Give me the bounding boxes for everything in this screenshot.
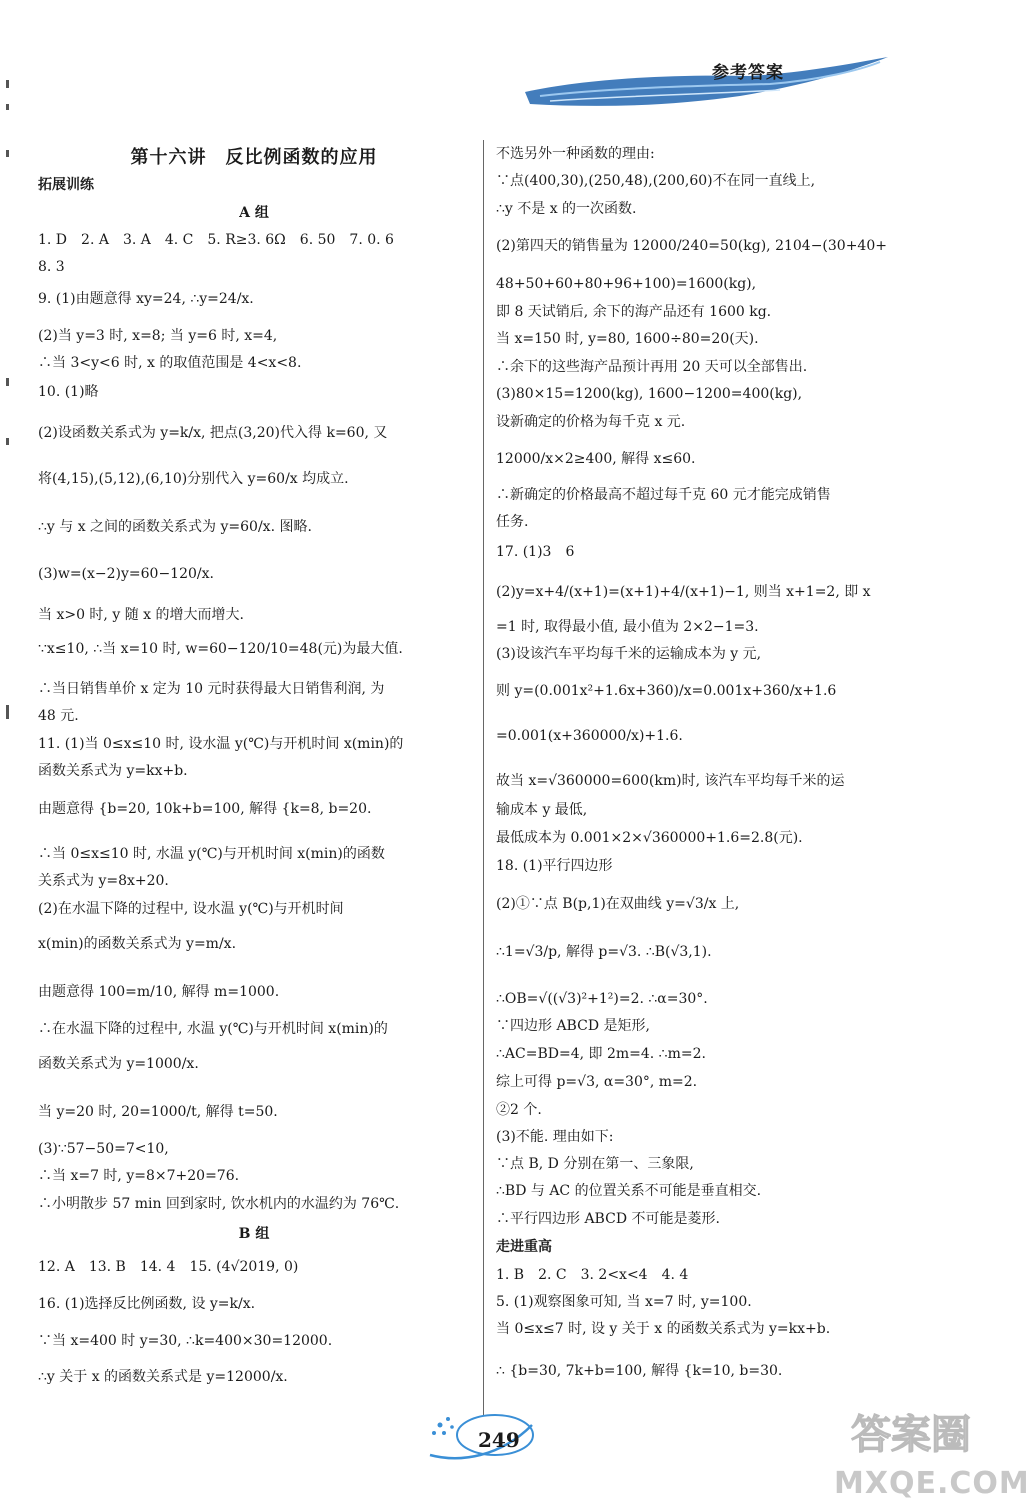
answer-line: ∵点(400,30),(250,48),(200,60)不在同一直线上,: [496, 173, 816, 189]
header-brush-decoration: [520, 52, 890, 112]
answer-line: 综上可得 p=√3, α=30°, m=2.: [496, 1074, 698, 1090]
answer-line: =1 时, 取得最小值, 最小值为 2×2−1=3.: [496, 619, 759, 635]
answer-line: (2)在水温下降的过程中, 设水温 y(℃)与开机时间: [38, 901, 344, 917]
answer-line: 故当 x=√360000=600(km)时, 该汽车平均每千米的运: [496, 773, 845, 789]
answer-line: 48+50+60+80+96+100)=1600(kg),: [496, 276, 757, 292]
answer-line: 1. D 2. A 3. A 4. C 5. R≥3. 6Ω 6. 50 7. 0. 6: [38, 232, 394, 248]
answer-line: (3)80×15=1200(kg), 1600−1200=400(kg),: [496, 386, 803, 402]
answer-line: ∴AC=BD=4, 即 2m=4. ∴m=2.: [496, 1046, 706, 1062]
answer-line: 最低成本为 0.001×2×√360000+1.6=2.8(元).: [496, 830, 803, 846]
answer-line: ∴余下的这些海产品预计再用 20 天可以全部售出.: [496, 359, 808, 375]
answer-line: 5. (1)观察图象可知, 当 x=7 时, y=100.: [496, 1294, 752, 1310]
answer-line: 输成本 y 最低,: [496, 802, 588, 818]
answer-line: ∵点 B, D 分别在第一、三象限,: [496, 1156, 694, 1172]
answer-line: ∴当 x=7 时, y=8×7+20=76.: [38, 1168, 240, 1184]
answer-line: 函数关系式为 y=kx+b.: [38, 763, 188, 779]
answer-line: 18. (1)平行四边形: [496, 858, 613, 874]
answer-line: (3)不能. 理由如下:: [496, 1129, 614, 1145]
section-heading: 拓展训练: [38, 177, 94, 193]
margin-mark: [6, 705, 9, 719]
answer-line: 9. (1)由题意得 xy=24, ∴y=24/x.: [38, 291, 254, 307]
lecture-title: 第十六讲 反比例函数的应用: [130, 147, 378, 168]
answer-line: 12. A 13. B 14. 4 15. (4√2019, 0): [38, 1259, 299, 1275]
answer-line: ∴1=√3/p, 解得 p=√3. ∴B(√3,1).: [496, 944, 712, 960]
answer-line: 8. 3: [38, 259, 65, 275]
answer-line: 将(4,15),(5,12),(6,10)分别代入 y=60/x 均成立.: [38, 471, 349, 487]
answer-line: 设新确定的价格为每千克 x 元.: [496, 414, 686, 430]
answer-line: ∵四边形 ABCD 是矩形,: [496, 1018, 650, 1034]
answer-line: 当 y=20 时, 20=1000/t, 解得 t=50.: [38, 1104, 278, 1120]
group-heading: B 组: [238, 1226, 270, 1242]
answer-line: 16. (1)选择反比例函数, 设 y=k/x.: [38, 1296, 256, 1312]
page-number: 249: [478, 1428, 520, 1452]
answer-line: ∵x≤10, ∴当 x=10 时, w=60−120/10=48(元)为最大值.: [38, 641, 403, 657]
answer-line: 当 x>0 时, y 随 x 的增大而增大.: [38, 607, 244, 623]
answer-line: 当 0≤x≤7 时, 设 y 关于 x 的函数关系式为 y=kx+b.: [496, 1321, 831, 1337]
column-divider: [483, 140, 484, 1415]
answer-line: ∴当日销售单价 x 定为 10 元时获得最大日销售利润, 为: [38, 681, 385, 697]
answer-line: (2)设函数关系式为 y=k/x, 把点(3,20)代入得 k=60, 又: [38, 425, 388, 441]
answer-line: ∴当 3<y<6 时, x 的取值范围是 4<x<8.: [38, 355, 302, 371]
answer-line: 当 x=150 时, y=80, 1600÷80=20(天).: [496, 331, 759, 347]
answer-line: ∴OB=√((√3)²+1²)=2. ∴α=30°.: [496, 991, 708, 1007]
answer-line: (3)∵57−50=7<10,: [38, 1141, 169, 1157]
answer-line: (3)设该汽车平均每千米的运输成本为 y 元,: [496, 646, 762, 662]
answer-line: 10. (1)略: [38, 384, 99, 400]
watermark-site: MXQE.COM: [834, 1466, 1030, 1501]
section-heading: 走进重高: [496, 1239, 552, 1255]
answer-line: (2)第四天的销售量为 12000/240=50(kg), 2104−(30+40+: [496, 238, 887, 254]
margin-mark: [6, 104, 9, 110]
answer-line: ②2 个.: [496, 1102, 542, 1118]
answer-line: (3)w=(x−2)y=60−120/x.: [38, 566, 214, 582]
header-section-title: 参考答案: [712, 63, 784, 83]
answer-line: 12000/x×2≥400, 解得 x≤60.: [496, 451, 696, 467]
answer-line: ∴新确定的价格最高不超过每千克 60 元才能完成销售: [496, 487, 831, 503]
answer-line: 函数关系式为 y=1000/x.: [38, 1056, 199, 1072]
answer-line: ∴y 关于 x 的函数关系式是 y=12000/x.: [38, 1369, 288, 1385]
margin-mark: [6, 150, 9, 157]
answer-line: 则 y=(0.001x²+1.6x+360)/x=0.001x+360/x+1.6: [496, 683, 837, 699]
answer-line: 由题意得 100=m/10, 解得 m=1000.: [38, 984, 280, 1000]
answer-line: ∴y 与 x 之间的函数关系式为 y=60/x. 图略.: [38, 519, 312, 535]
answer-line: 由题意得 {b=20, 10k+b=100, 解得 {k=8, b=20.: [38, 801, 372, 817]
answer-line: x(min)的函数关系式为 y=m/x.: [38, 936, 237, 952]
answer-line: (2)①∵点 B(p,1)在双曲线 y=√3/x 上,: [496, 896, 740, 912]
answer-line: 关系式为 y=8x+20.: [38, 873, 169, 889]
answer-line: ∵当 x=400 时 y=30, ∴k=400×30=12000.: [38, 1333, 333, 1349]
answer-line: 1. B 2. C 3. 2<x<4 4. 4: [496, 1267, 689, 1283]
answer-line: 任务.: [496, 514, 529, 530]
answer-line: 即 8 天试销后, 余下的海产品还有 1600 kg.: [496, 304, 772, 320]
svg-text:答案圈: 答案圈: [851, 1412, 971, 1458]
answer-line: ∴在水温下降的过程中, 水温 y(℃)与开机时间 x(min)的: [38, 1021, 388, 1037]
margin-mark: [6, 80, 9, 88]
answer-line: =0.001(x+360000/x)+1.6.: [496, 728, 683, 744]
answer-line: ∴当 0≤x≤10 时, 水温 y(℃)与开机时间 x(min)的函数: [38, 846, 385, 862]
margin-mark: [6, 378, 9, 386]
answer-line: 11. (1)当 0≤x≤10 时, 设水温 y(℃)与开机时间 x(min)的: [38, 736, 404, 752]
group-heading: A 组: [239, 205, 269, 221]
answer-line: (2)y=x+4/(x+1)=(x+1)+4/(x+1)−1, 则当 x+1=2, 即 x: [496, 584, 871, 600]
margin-mark: [6, 438, 9, 445]
answer-line: ∴小明散步 57 min 回到家时, 饮水机内的水温约为 76℃.: [38, 1196, 400, 1212]
answer-line: 不选另外一种函数的理由:: [496, 146, 655, 162]
answer-line: ∴ {b=30, 7k+b=100, 解得 {k=10, b=30.: [496, 1363, 783, 1379]
answer-line: ∴BD 与 AC 的位置关系不可能是垂直相交.: [496, 1183, 762, 1199]
answer-line: ∴y 不是 x 的一次函数.: [496, 201, 637, 217]
answer-line: 48 元.: [38, 708, 79, 724]
answer-line: 17. (1)3 6: [496, 544, 575, 560]
answer-line: (2)当 y=3 时, x=8; 当 y=6 时, x=4,: [38, 328, 278, 344]
answer-line: ∴平行四边形 ABCD 不可能是菱形.: [496, 1211, 720, 1227]
